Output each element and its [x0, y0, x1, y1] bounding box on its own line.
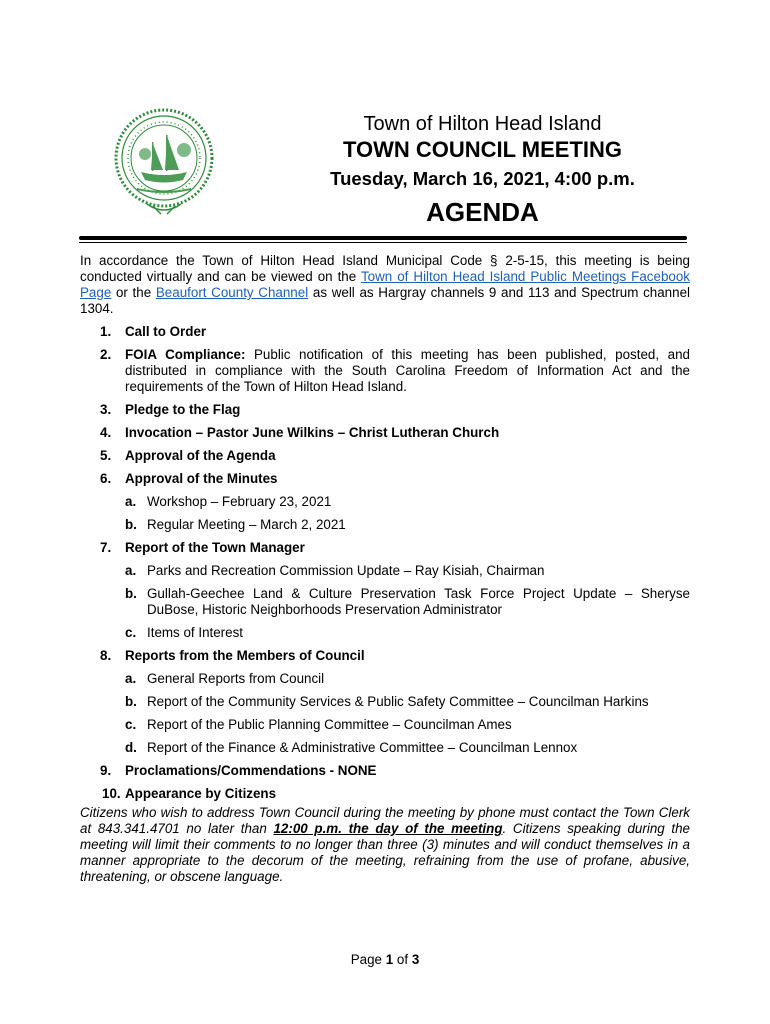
town-seal-icon	[111, 106, 217, 218]
item-title: Call to Order	[125, 324, 207, 339]
item-number: 9.	[100, 763, 112, 778]
agenda-item-approval-agenda	[80, 448, 690, 464]
agenda-item-call-to-order	[80, 324, 690, 340]
agenda-item-invocation	[80, 425, 690, 441]
item-title: Invocation – Pastor June Wilkins – Christ Lutheran Church	[125, 425, 500, 440]
sub-item-text: Gullah-Geechee Land & Culture Preservation Task Force Project Update – Sheryse DuBose, Historic Neighborhoods Preservation Administrator	[147, 586, 690, 617]
sub-item	[80, 740, 690, 756]
town-name: Town of Hilton Head Island	[363, 113, 602, 135]
sub-item-letter: b.	[125, 517, 137, 532]
page-number: 1	[385, 952, 394, 967]
sub-item	[80, 563, 690, 579]
item-title: Report of the Town Manager	[125, 540, 305, 555]
sub-item-text: Items of Interest	[147, 625, 244, 640]
sub-item-text: General Reports from Council	[147, 671, 325, 686]
sub-item-letter: a.	[125, 563, 137, 578]
agenda-title: AGENDA	[426, 197, 539, 227]
item-number: 10.	[102, 786, 121, 801]
sub-item	[80, 586, 690, 618]
item-title: Approval of the Agenda	[125, 448, 276, 463]
sub-item-text: Report of the Community Services & Public Safety Committee – Councilman Harkins	[147, 694, 649, 709]
item-number: 2.	[100, 347, 112, 362]
meeting-header	[300, 112, 665, 228]
sub-item-letter: c.	[125, 717, 137, 732]
sub-item-letter: a.	[125, 671, 137, 686]
agenda-item-citizens	[80, 786, 690, 802]
agenda-item-proclamations	[80, 763, 690, 779]
agenda-body	[80, 253, 690, 898]
intro-text: In accordance the Town of Hilton Head Island Municipal Code § 2-5-15, this meeting is being conducted virtually and can be viewed on the	[80, 253, 690, 284]
agenda-item-approval-minutes	[80, 471, 690, 487]
sub-item-letter: b.	[125, 694, 137, 709]
intro-text: or the	[111, 285, 156, 300]
divider-thick-line	[79, 236, 687, 240]
item-number: 5.	[100, 448, 112, 463]
item-number: 7.	[100, 540, 112, 555]
meeting-title: TOWN COUNCIL MEETING	[342, 137, 623, 162]
item-number: 8.	[100, 648, 112, 663]
sub-item	[80, 517, 690, 533]
agenda-item-foia	[80, 347, 690, 395]
item-title: FOIA Compliance:	[125, 347, 246, 362]
facebook-page-link[interactable]: Town of Hilton Head Island Public Meetings Facebook Page	[80, 269, 690, 300]
note-deadline: 12:00 p.m. the day of the meeting	[273, 821, 503, 836]
item-title: Approval of the Minutes	[125, 471, 278, 486]
page-footer	[0, 952, 770, 967]
sub-item-text: Report of the Public Planning Committee – Councilman Ames	[147, 717, 512, 732]
sub-item	[80, 717, 690, 733]
item-number: 1.	[100, 324, 112, 339]
item-title: Appearance by Citizens	[125, 786, 277, 801]
meeting-date: Tuesday, March 16, 2021, 4:00 p.m.	[330, 168, 635, 189]
item-title: Pledge to the Flag	[125, 402, 241, 417]
note-text: . Citizens speaking during the meeting will limit their comments to no longer than three (3) minutes and will conduct themselves in a manner appropriate to the decorum of the meeting, refraining from the use of profane, abusive, threatening, or obscene language.	[80, 821, 690, 884]
page-of-label: of	[396, 952, 409, 967]
beaufort-channel-link[interactable]: Beaufort County Channel	[155, 285, 309, 300]
item-number: 3.	[100, 402, 112, 417]
intro-text: as well as Hargray channels 9 and 113 and Spectrum channel 1304.	[80, 285, 691, 316]
agenda-item-town-manager	[80, 540, 690, 556]
sub-item-letter: c.	[125, 625, 137, 640]
sub-item-letter: a.	[125, 494, 137, 509]
item-title: Proclamations/Commendations - NONE	[125, 763, 377, 778]
page-total: 3	[411, 952, 420, 967]
item-title: Reports from the Members of Council	[125, 648, 365, 663]
sub-item-text: Parks and Recreation Commission Update – Ray Kisiah, Chairman	[147, 563, 545, 578]
page-label: Page	[350, 952, 382, 967]
item-number: 4.	[100, 425, 112, 440]
sub-item	[80, 494, 690, 510]
divider-thin-line	[79, 242, 687, 243]
sub-item-text: Workshop – February 23, 2021	[147, 494, 332, 509]
citizens-note	[80, 805, 690, 885]
item-number: 6.	[100, 471, 112, 486]
item-description: Public notification of this meeting has been published, posted, and distributed in compliance with the South Carolina Freedom of Information Act and the requirements of the Town of Hilton Head Island.	[125, 347, 690, 394]
note-text: Citizens who wish to address Town Council during the meeting by phone must contact the Town Clerk at 843.341.4701 no later than	[80, 805, 690, 836]
agenda-item-council-reports	[80, 648, 690, 664]
sub-item-text: Report of the Finance & Administrative Committee – Councilman Lennox	[147, 740, 578, 755]
sub-item-letter: d.	[125, 740, 137, 755]
intro-paragraph	[80, 253, 690, 317]
sub-item	[80, 694, 690, 710]
sub-item-letter: b.	[125, 586, 137, 601]
sub-item	[80, 625, 690, 641]
sub-item	[80, 671, 690, 687]
sub-item-text: Regular Meeting – March 2, 2021	[147, 517, 346, 532]
header-divider	[79, 236, 687, 245]
agenda-item-pledge	[80, 402, 690, 418]
